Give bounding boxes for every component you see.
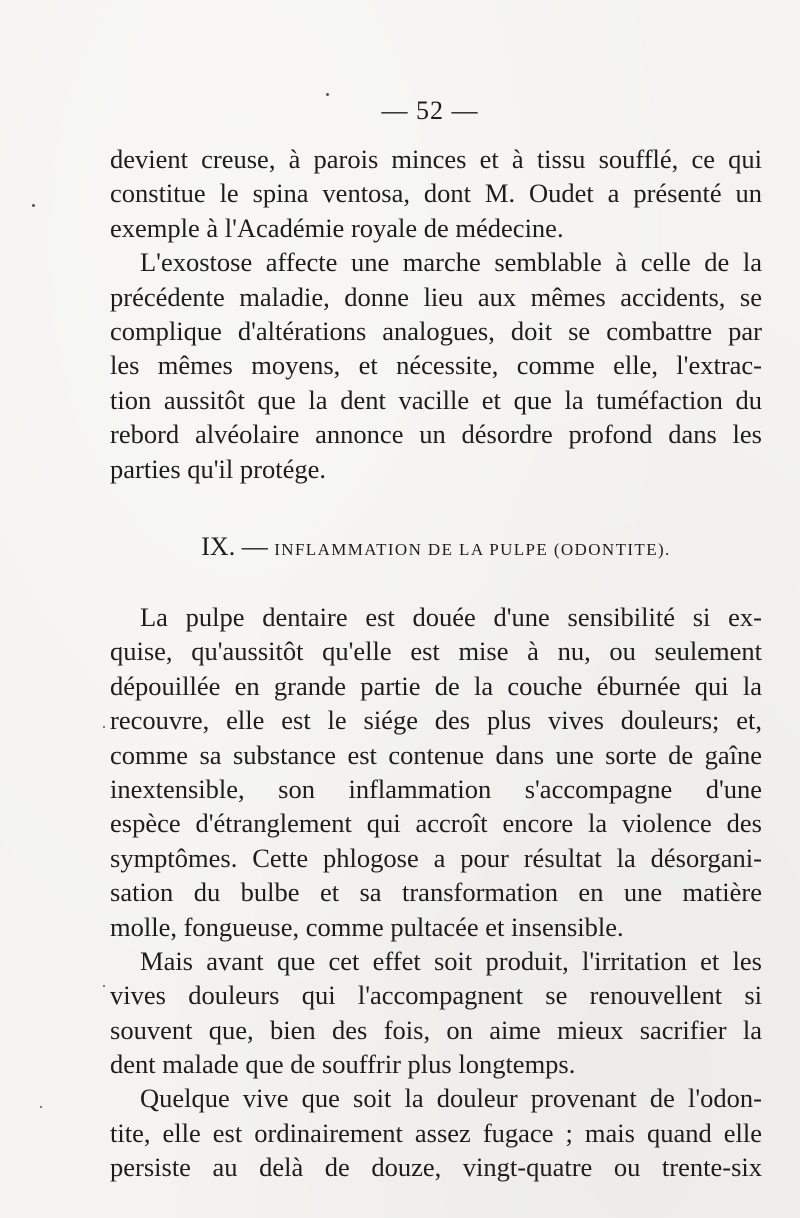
text-line: espèce d'étranglement qui accroît encore la violence des [110,808,762,839]
section-heading [110,530,762,567]
text-line: molle, fongueuse, comme pultacée et insensible. [110,911,624,942]
text-line: comme sa substance est contenue dans une sorte de gaîne [110,739,762,770]
text-line: recouvre, elle est le siége des plus vives douleurs; et, [110,705,762,736]
text-line: précédente maladie, donne lieu aux mêmes accidents, se [110,281,762,312]
text-line: rebord alvéolaire annonce un désordre profond dans les [110,419,762,450]
text-line: symptômes. Cette phlogose a pour résultat la désorgani- [110,842,762,873]
text-line: souvent que, bien des fois, on aime mieux sacrifier la [110,1014,762,1045]
text-line: parties qu'il protége. [110,453,326,484]
text-line: Quelque vive que soit la douleur provenant de l'odon- [140,1083,762,1114]
text-line: tite, elle est ordinairement assez fugace ; mais quand elle [110,1117,762,1148]
section-title: INFLAMMATION DE LA PULPE (ODONTITE). [274,540,671,559]
text-line: constitue le spina ventosa, dont M. Oudet a présenté un [110,178,762,209]
text-line: La pulpe dentaire est douée d'une sensibilité si ex- [140,602,762,632]
section-dash: — [235,532,275,561]
text-line: tion aussitôt que la dent vacille et que la tuméfaction du [110,384,762,415]
ink-speck [32,204,35,207]
text-line: persiste au delà de douze, vingt-quatre ou trente-six [110,1152,762,1183]
text-line: complique d'altérations analogues, doit se combattre par [110,315,762,346]
text-line: exemple à l'Académie royale de médecine. [110,212,564,243]
ink-speck [103,985,105,987]
page-number: — 52 — [381,96,479,125]
ink-speck [326,93,329,96]
text-line: sation du bulbe et sa transformation en une matière [110,877,762,908]
text-line: dépouillée en grande partie de la couche éburnée qui la [110,670,762,701]
text-line: les mêmes moyens, et nécessite, comme elle, l'extrac- [110,350,762,381]
bottom-text-block [110,600,762,1185]
text-line: inextensible, son inflammation s'accompagne d'une [110,773,762,804]
text-line: devient creuse, à parois minces et à tissu soufflé, ce qui [110,144,762,174]
text-line: L'exostose affecte une marche semblable à celle de la [140,247,762,278]
ink-speck [103,726,105,728]
top-text-block [110,142,762,486]
text-line: Mais avant que cet effet soit produit, l'irritation et les [140,945,762,976]
text-line: dent malade que de souffrir plus longtemps. [110,1049,576,1080]
text-line: quise, qu'aussitôt qu'elle est mise à nu, ou seulement [110,636,762,667]
text-line: vives douleurs qui l'accompagnent se renouvellent si [110,980,762,1011]
section-number: IX. [201,532,236,561]
ink-speck [40,1106,42,1108]
